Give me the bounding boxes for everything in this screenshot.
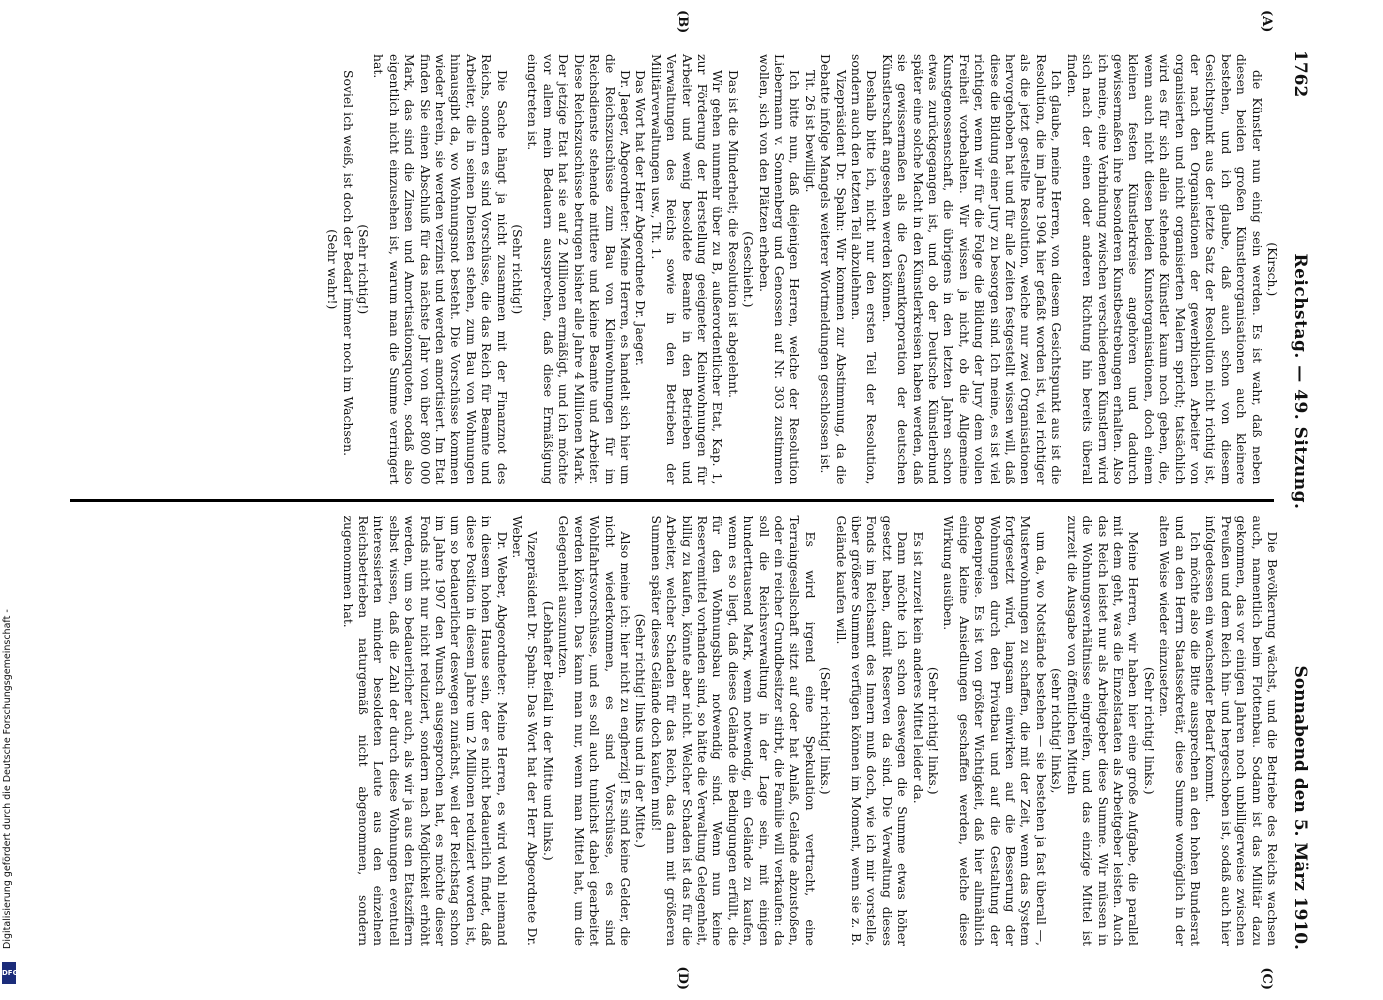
rotated-page: [30, 0, 1330, 1000]
digitization-sidebar: [2, 0, 19, 988]
paragraph: (Sehr richtig! links und in der Mitte.): [633, 613, 649, 848]
paragraph: Also meine ich: hier nicht zu engherzig! Es sind keine Gelder, die nicht wiederkommen, es sind Vorschüsse, es sind Wohlfahrtsvorschüsse, und es soll auch tunlichst dabei gearbeitet werden können. Das kann man nur, wenn man Mittel hat, um die Gelegenheit auszunutzen.: [556, 515, 633, 946]
paragraph: Die Bevölkerung wächst, und die Betriebe des Reichs wachsen auch, namentlich beim Flottenbau. Sodann ist das Militär dazu gekommen, das vor einigen Jahren noch unbilligerweise zwischen Preußen und dem Reich hin- und hergeschoben ist, sodaß auch hier infolgedessen ein wachsender Bedarf kommt.: [1203, 515, 1280, 946]
paragraph: (Sehr wahr!): [325, 229, 341, 310]
paragraph: Wir gehen nunmehr über zu B, außerordentlicher Etat, Kap. 1, zur Förderung der Herstellung geeigneter Kleinwohnungen für Arbeiter und wenig besoldete Beamte in den Betrieben und Verwaltungen des Reichs sowie in den Betrieben der Militärverwaltungen usw., Tit. 1.: [648, 54, 726, 485]
paragraph: Meine Herren, wir haben hier eine große Aufgabe, die parallel mit dem geht, was die Einzelstaaten als Arbeitgeber leisten. Auch das Reich leistet nur als Arbeitgeber diese Summe. Wir müssen in die Wohnungsverhältnisse eingreifen, und das einzige Mittel ist zurzeit die Ausgabe von öffentlichen Mitteln: [1064, 515, 1142, 946]
paragraph: Dr. Weber, Abgeordneter: Meine Herren, es wird wohl niemand in diesem hohen Hause sein, der es nicht bedauerlich findet, daß diese Position in diesem Jahre um 2 Millionen reduziert worden ist, um so bedauerlicher deswegen zunächst, weil der Reichstag schon im Jahre 1907 den Wunsch ausgesprochen hat, es möchte dieser Fonds nicht nur nicht reduziert, sondern nach Möglichkeit erhöht werden, um so bedauerlicher auch, als wir ja aus den Etatsziffern selbst wissen, daß die Zahl der durch diese Wohnungen eventuell interessierten minder besoldeten Leute aus den einzelnen Reichsbetrieben naturgemäß nicht abgenommen, sondern zugenommen hat.: [340, 515, 510, 946]
paragraph: Tit. 26 ist bewilligt.: [802, 70, 818, 193]
paragraph: Dann möchte ich schon deswegen die Summe etwas höher gesetzt haben, damit Reserven da sind. Die Verwaltung dieses Fonds im Reichsamt des Innern muß doch, wie ich mir vorstelle, über größere Summen verfügen können im Moment, wenn sie z. B. Gelände kaufen will.: [833, 515, 911, 946]
paragraph: (Sehr richtig! links.): [1141, 666, 1157, 795]
page-date: Sonnabend den 5. März 1910.: [1290, 665, 1310, 950]
dfg-logo: [2, 962, 19, 984]
paragraph: Ich bitte nun, daß diejenigen Herren, welche der Resolution Liebermann v. Sonnenberg und Genossen auf Nr. 303 zustimmen wollen, sich von den Plätzen erheben.: [756, 54, 803, 485]
paragraph: die Künstler nun einig sein werden. Es ist wahr, daß neben diesen beiden großen Künstlerorganisationen auch kleinere bestehen, und ich glaube, daß auch schon von diesem Gesichtspunkt aus der letzte Satz der Resolution nicht richtig ist, der nach den Organisationen der gewerblichen Arbeiter von organisierten und nicht organisierten Malern spricht; tatsächlich wird es für sich allein stehende Künstler kaum noch geben, die, wenn auch nicht diesen beiden Kunstorganisationen, doch einem kleinen festen Künstlerkreise angehören und dadurch gewissermaßen ihre besonderen Kunstbestrebungen erhalten. Also ich meine, eine Verbindung zwischen verschiedenen Künstlern wird sich nach der einen oder anderen Richtung hin bereits überall finden.: [1064, 54, 1265, 485]
margin-marker-a: (A): [1259, 10, 1274, 33]
page-title: Reichstag. — 49. Sitzung.: [1290, 253, 1310, 510]
paragraph: Das Wort hat der Herr Abgeordnete Dr. Jaeger.: [633, 70, 649, 366]
page-number: 1762: [1290, 50, 1310, 98]
right-column: [70, 502, 1280, 961]
paragraph: (Kirsch.): [1265, 242, 1280, 297]
paragraph: um da, wo Notstände bestehen — sie bestehen ja fast überall —, Musterwohnungen zu schaffen, die mit der Zeit, wenn das System fortgesetzt wird, langsam einwirken auf die Besserung der Wohnungen durch den Privatbau und auf die Gestaltung der Bodenpreise. Es ist von größter Wichtigkeit, daß hier allmählich einige kleine Ansiedlungen geschaffen werden, welche diese Wirkung ausüben.: [941, 515, 1049, 946]
dfg-logo-text: DFG: [2, 969, 19, 977]
paragraph: (Sehr richtig! links.): [926, 666, 942, 795]
left-column: [70, 40, 1280, 499]
paragraph: Deshalb bitte ich, nicht nur den ersten Teil der Resolution, sondern auch den letzten Teil abzulehnen.: [849, 54, 880, 485]
paragraph: Die Sache hängt ja nicht zusammen mit der Finanznot des Reichs, sondern es sind Vorschüsse, die das Reich für Beamte und Arbeiter, die in seinen Diensten stehen, zum Bau von Wohnungen hinausgibt da, wo Wohnungsnot besteht. Die Vorschüsse kommen wieder herein, sie werden verzinst und werden amortisiert. Im Etat finden Sie einen Abschluß für das nächste Jahr von über 800 000 Mark, das sind die Zinsen und Amortisationsquoten, sodaß also eigentlich nicht einzusehen ist, warum man die Summe verringert hat.: [371, 54, 510, 485]
sidebar-text: Digitalisierung gefördert durch die Deutsche Forschungsgemeinschaft -: [2, 609, 13, 949]
page-header: [1284, 40, 1310, 960]
paragraph: (Lebhafter Beifall in der Mitte und links.): [540, 600, 556, 861]
paragraph: Soviel ich weiß, ist doch der Bedarf immer noch im Wachsen.: [340, 70, 356, 457]
margin-marker-b: (B): [675, 10, 690, 34]
paragraph: Vizepräsident Dr. Spahn: Wir kommen zur Abstimmung, da die Debatte infolge Mangels weiterer Wortmeldungen geschlossen ist.: [818, 54, 849, 485]
paragraph: (Sehr richtig! links.): [818, 666, 834, 795]
paragraph: Ich glaube, meine Herren, von diesem Gesichtspunkt aus ist die Resolution, die im Jahre 1904 hier gefaßt worden ist, viel richtiger als die jetzt gestellte Resolution, welche nur zwei Organisationen hervorgehoben hat und für alle Zeiten festgestellt wissen will, daß diese die Bildung einer Jury zu besorgen sind. Ich meine, es ist viel richtiger, wenn wir für die Folge die Bildung der Jury dem vollen Freiheit vorbehalten. Wir wissen ja nicht, ob die Allgemeine Kunstgenossenschaft, die übrigens in den letzten Jahren schon etwas zurückgegangen ist, und ob der Deutsche Künstlerbund später eine solche Macht in den Künstlerkreisen haben werden, daß sie gewissermaßen als die Gesamtkorporation der deutschen Künstlerschaft angesehen werden können.: [879, 54, 1065, 485]
paragraph: Dr. Jaeger, Abgeordneter: Meine Herren, es handelt sich hier um die Reichszuschüsse zum Bau von Kleinwohnungen für im Reichsdienste stehende mittlere und kleine Beamte und Arbeiter. Diese Reichszuschüsse betrugen bisher alle Jahre 4 Millionen Mark. Der jetzige Etat hat sie auf 2 Millionen ermäßigt, und ich möchte vor allem mein Bedauern aussprechen, daß diese Ermäßigung eingetreten ist.: [525, 54, 633, 485]
text-columns: [70, 10, 1280, 990]
paragraph: Es ist zurzeit kein anderes Mittel leider da.: [910, 531, 926, 804]
paragraph: (sehr richtig! links),: [1049, 667, 1065, 794]
margin-marker-c: (C): [1259, 967, 1274, 990]
margin-marker-d: (D): [675, 966, 690, 990]
paragraph: (Geschieht.): [741, 231, 757, 308]
paragraph: Es wird irgend eine Spekulation vertracht, eine Terraingesellschaft sitzt auf oder hat Anlaß, Gelände abzustoßen, oder ein reicher Grundbesitzer stirbt, die Familie will verkaufen: da soll die Reichsverwaltung in der Lage sein, mit einigen hunderttausend Mark, wenn notwendig, ein Gelände zu kaufen, wenn es so liegt, daß dieses Gelände die Bedingungen erfüllt, die für den Wohnungsbau notwendig sind. Wenn nun keine Reservemittel vorhanden sind, so hätte die Verwaltung Gelegenheit, billig zu kaufen, könnte aber nicht. Welcher Schaden ist das für die Arbeiter, welcher Schaden für das Reich, das dann mit größeren Summen später dieses Gelände doch kaufen muß!: [648, 515, 818, 946]
paragraph: (Sehr richtig!): [510, 224, 526, 315]
paragraph: Vizepräsident Dr. Spahn: Das Wort hat der Herr Abgeordnete Dr. Weber.: [510, 515, 541, 946]
paragraph: Das ist die Minderheit; die Resolution ist abgelehnt.: [725, 70, 741, 399]
paragraph: Ich möchte also die Bitte aussprechen an den hohen Bundesrat und an den Herrn Staatssekretär, diese Summe womöglich in der alten Weise wieder einzusetzen.: [1157, 515, 1203, 946]
paragraph: (Sehr richtig!): [356, 224, 372, 315]
